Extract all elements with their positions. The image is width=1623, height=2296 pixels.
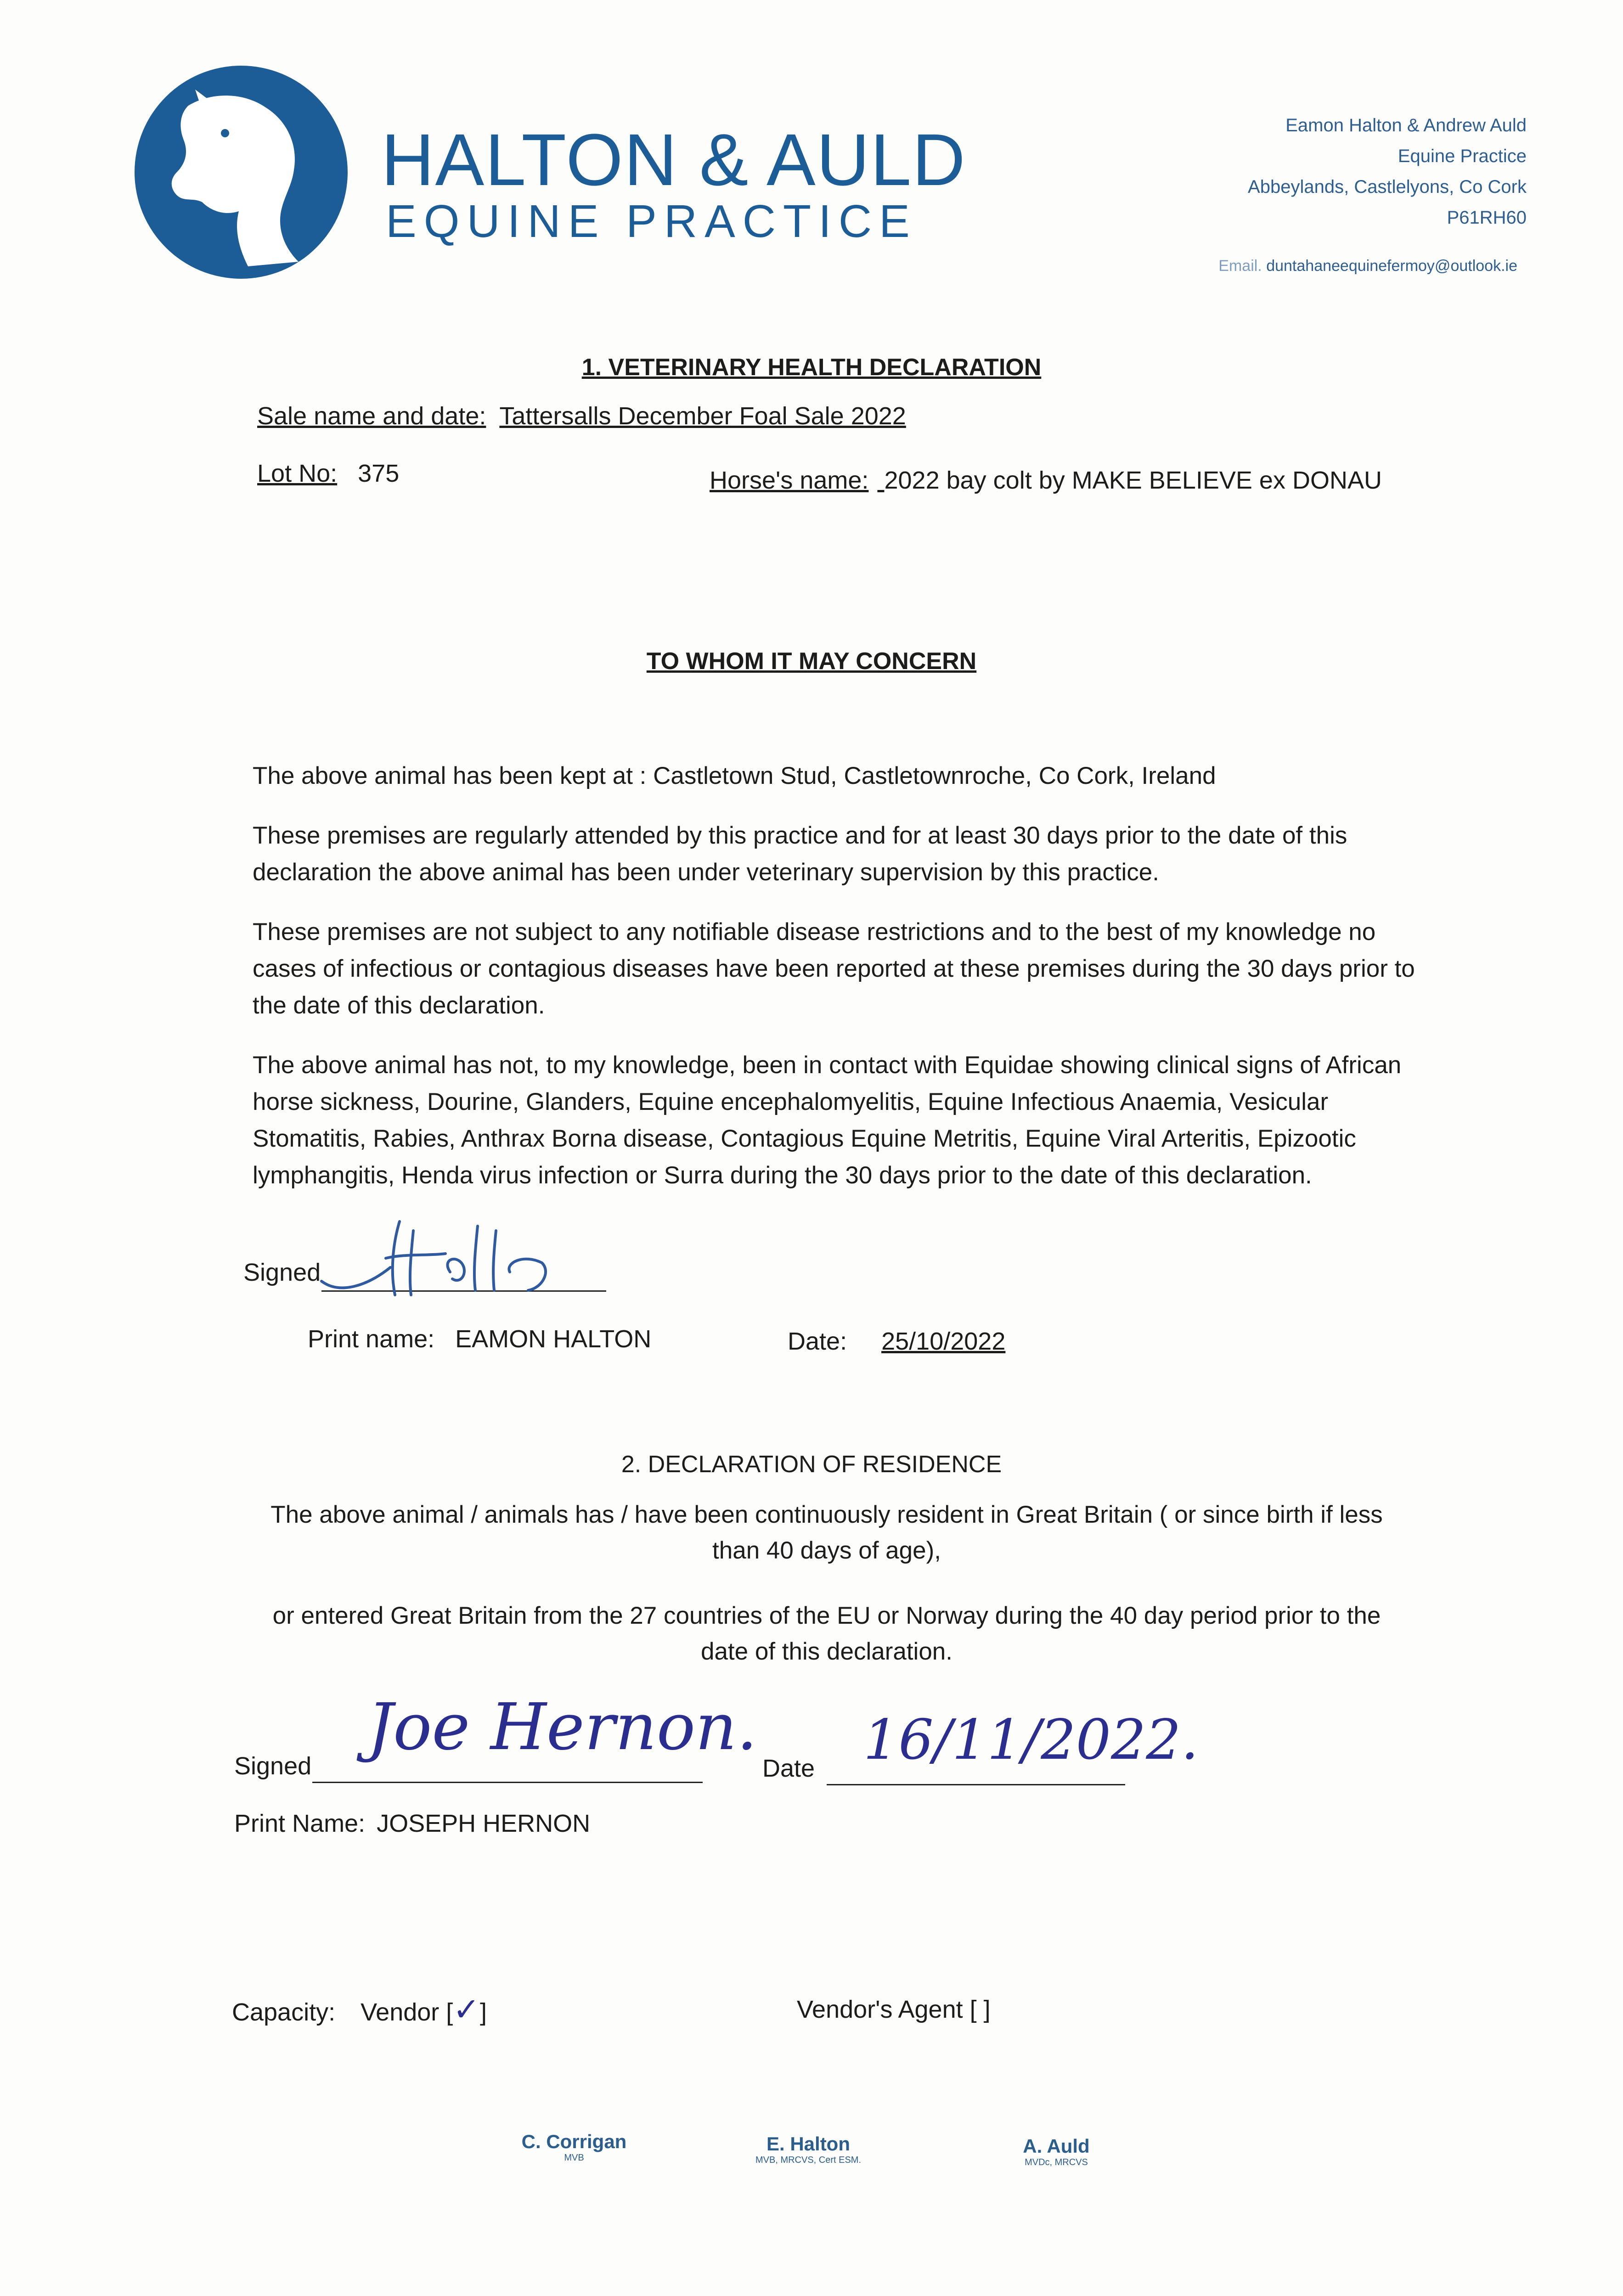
vendor-tick-icon: ✓ bbox=[453, 1992, 480, 2027]
declaration-paragraph: The above animal has been kept at : Castletown Stud, Castletownroche, Co Cork, Ireland bbox=[253, 762, 1216, 789]
declaration-paragraph: These premises are not subject to any notifiable disease restrictions and to the best of my knowledge no cases of infectious or contagious diseases have been reported at these premises during the 30 days prior to the date of this declaration. bbox=[253, 918, 1415, 1019]
sale-row bbox=[257, 402, 906, 430]
footer-vet bbox=[974, 2135, 1139, 2168]
declaration-paragraph: The above animal has not, to my knowledge, been in contact with Equidae showing clinical signs of African horse sickness, Dourine, Glanders, Equine encephalomyelitis, Equine Infectious Anaemia, Vesicular Stomatitis, Rabies, Anthrax Borna disease, Contagious Equine Metritis, Equine Viral Arteritis, Epizootic lymphangitis, Henda virus infection or Surra during the 30 days prior to the date of this declaration. bbox=[253, 1052, 1402, 1189]
footer-vet bbox=[491, 2131, 657, 2163]
sale-value: Tattersalls December Foal Sale 2022 bbox=[499, 402, 906, 430]
vet-name: E. Halton bbox=[766, 2133, 850, 2155]
address-line: Eamon Halton & Andrew Auld bbox=[1285, 115, 1527, 135]
capacity-row bbox=[232, 1991, 487, 2028]
vet-name: A. Auld bbox=[1023, 2135, 1090, 2157]
practice-email bbox=[1218, 257, 1517, 275]
handwritten-date: 16/11/2022. bbox=[863, 1708, 1199, 1772]
logo-subtitle: EQUINE PRACTICE bbox=[386, 196, 917, 247]
footer-vet bbox=[726, 2133, 891, 2166]
horse-row bbox=[710, 466, 1382, 495]
concern-heading: TO WHOM IT MAY CONCERN bbox=[646, 648, 977, 675]
signature-line bbox=[312, 1782, 703, 1783]
lot-row bbox=[257, 459, 399, 488]
horse-value: 2022 bay colt by MAKE BELIEVE ex DONAU bbox=[884, 467, 1382, 494]
email-value: duntahaneequinefermoy@outlook.ie bbox=[1266, 257, 1517, 275]
agent-label: Vendor's Agent [ ] bbox=[797, 1996, 991, 2023]
capacity-label: Capacity: bbox=[232, 1998, 336, 2026]
practice-logo bbox=[133, 64, 349, 280]
section2-heading: 2. DECLARATION OF RESIDENCE bbox=[621, 1451, 1002, 1478]
date-label: Date bbox=[762, 1755, 815, 1782]
address-line: P61RH60 bbox=[1447, 208, 1527, 228]
date-row bbox=[788, 1327, 1327, 1356]
date-label: Date: bbox=[788, 1328, 847, 1355]
address-line: Equine Practice bbox=[1398, 146, 1527, 166]
print-name-value: EAMON HALTON bbox=[455, 1325, 652, 1353]
vet-signature bbox=[312, 1203, 569, 1306]
signed-label: Signed bbox=[243, 1259, 321, 1286]
signed-label: Signed bbox=[234, 1752, 312, 1780]
date-line bbox=[827, 1784, 1125, 1785]
declaration-paragraph: These premises are regularly attended by this practice and for at least 30 days prior to the date of this declaration the above animal has been under veterinary supervision by this practice. bbox=[253, 822, 1347, 886]
print-name-label: Print Name: bbox=[234, 1810, 366, 1837]
horse-head-icon bbox=[133, 64, 349, 280]
section1-heading: 1. VETERINARY HEALTH DECLARATION bbox=[581, 354, 1042, 381]
sale-label: Sale name and date: bbox=[257, 402, 486, 430]
email-label: Email. bbox=[1218, 257, 1262, 275]
lot-value: 375 bbox=[358, 460, 400, 487]
practice-address bbox=[1248, 110, 1527, 233]
residence-paragraph: or entered Great Britain from the 27 countries of the EU or Norway during the 40 day period prior to the date of this declaration. bbox=[272, 1602, 1381, 1665]
owner-signature: Joe Hernon. bbox=[367, 1690, 757, 1765]
lot-label: Lot No: bbox=[257, 460, 338, 487]
print-name-value: JOSEPH HERNON bbox=[377, 1810, 591, 1837]
print-name-row bbox=[234, 1809, 590, 1838]
print-name-label: Print name: bbox=[308, 1325, 435, 1353]
horse-label: Horse's name: bbox=[710, 467, 869, 494]
vet-qualifications: MVB, MRCVS, Cert ESM. bbox=[755, 2155, 862, 2165]
vendor-label: Vendor [ bbox=[361, 1998, 453, 2026]
vet-name: C. Corrigan bbox=[521, 2131, 627, 2152]
vet-qualifications: MVB bbox=[564, 2153, 584, 2163]
print-name-row bbox=[308, 1325, 651, 1353]
address-line: Abbeylands, Castlelyons, Co Cork bbox=[1248, 177, 1527, 197]
date-value: 25/10/2022 bbox=[881, 1328, 1006, 1355]
logo-title: HALTON & AULD bbox=[381, 118, 966, 201]
vet-qualifications: MVDc, MRCVS bbox=[1025, 2157, 1088, 2167]
residence-paragraph: The above animal / animals has / have been continuously resident in Great Britain ( or since birth if less than 40 days of age), bbox=[270, 1501, 1383, 1564]
vendor-close: ] bbox=[479, 1998, 487, 2026]
